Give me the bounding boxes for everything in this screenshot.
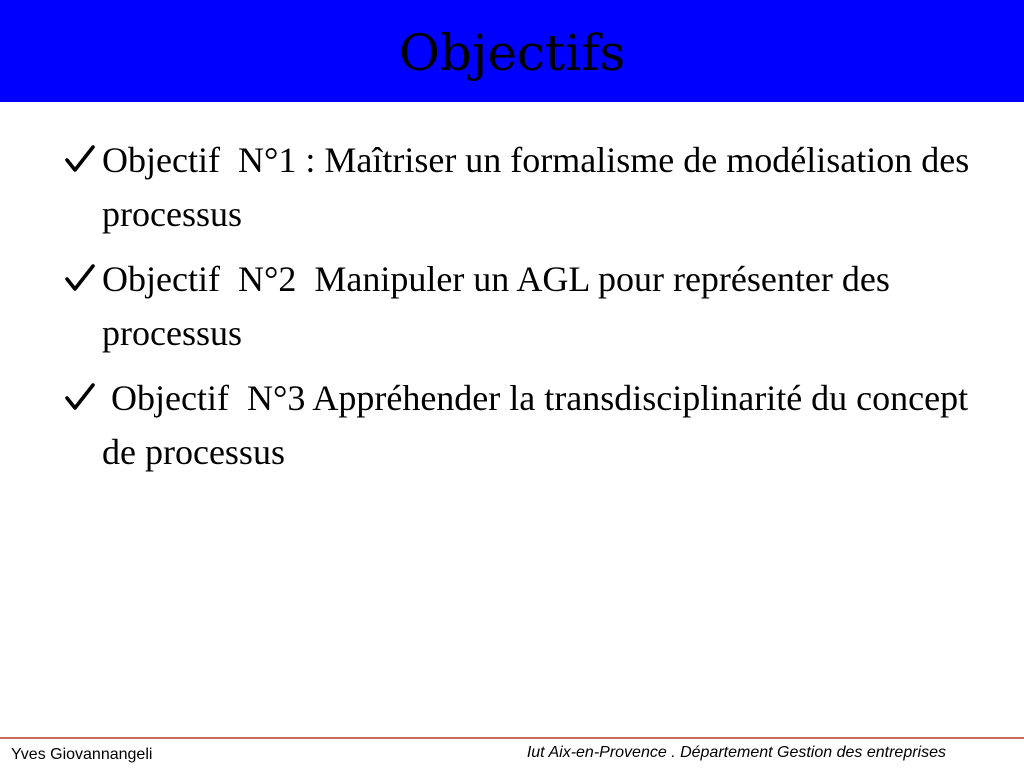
bullet-text: Objectif N°3 Appréhender la transdisciplinarité du concept de processus: [102, 378, 978, 472]
footer-divider: [0, 737, 1024, 739]
footer-author: Yves Giovannangeli: [11, 746, 153, 763]
bullet-item: [62, 252, 992, 360]
bullet-text: Objectif N°1 : Maîtriser un formalisme de modélisation des processus: [102, 140, 979, 234]
check-icon: [64, 263, 96, 293]
bullet-text: Objectif N°2 Manipuler un AGL pour représenter des processus: [102, 259, 899, 353]
bullet-item: [62, 371, 992, 479]
bullet-list: [62, 133, 992, 490]
check-icon: [64, 382, 96, 412]
bullet-item: [62, 133, 992, 241]
check-icon: [64, 144, 96, 174]
footer-institution: Iut Aix-en-Provence . Département Gestion des entreprises: [526, 744, 946, 761]
slide-title: Objectifs: [398, 24, 626, 82]
